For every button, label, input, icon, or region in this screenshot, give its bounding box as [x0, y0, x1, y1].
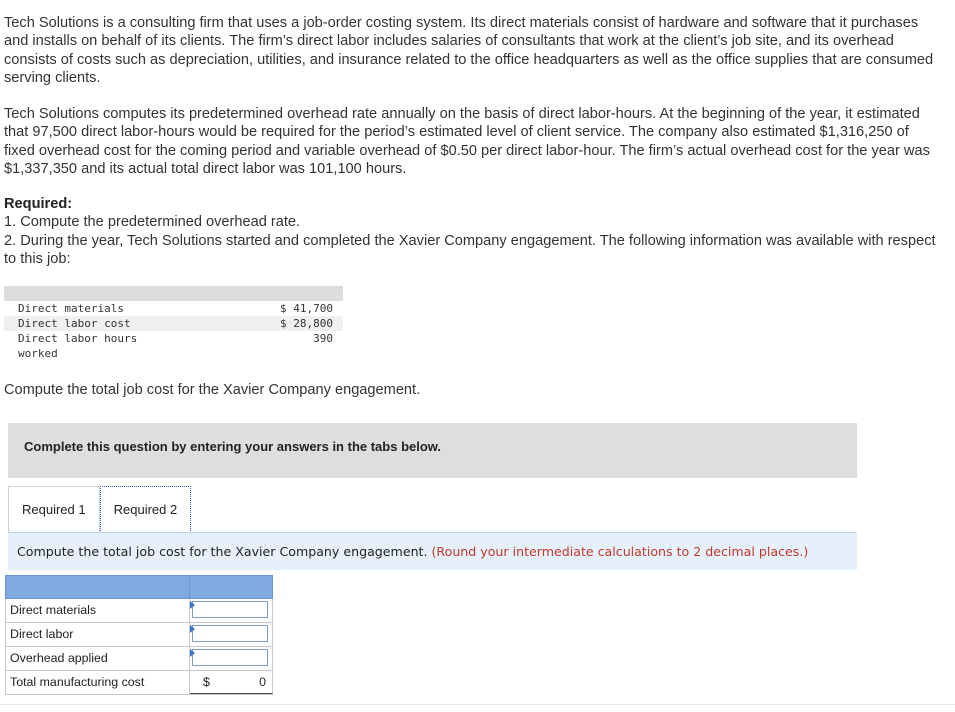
- direct-labor-input[interactable]: [192, 625, 268, 642]
- table-row-total: [5, 671, 273, 695]
- table-row: [4, 331, 343, 360]
- answer-row-label: Direct labor: [5, 623, 190, 646]
- instruction-text: Compute the total job cost for the Xavier Company engagement.: [4, 382, 421, 398]
- job-row-value: $ 28,800: [280, 317, 333, 330]
- table-row: [5, 623, 273, 647]
- answer-cell: [190, 647, 273, 670]
- prompt-bar: [8, 533, 857, 570]
- intro-paragraph-1: Tech Solutions is a consulting firm that uses a job-order costing system. Its direct materials consist of hardware and software that it purchases and installs on behalf of its clients. The firm’s direct labor includes salaries of consultants that work at the client’s job site, and its overhead consists of costs such as depreciation, utilities, and insurance related to the office headquarters as well as the office supplies that are consumed serving clients.: [4, 15, 934, 86]
- job-row-label: Direct labor cost: [18, 317, 131, 330]
- input-marker-icon: [190, 649, 195, 657]
- input-marker-icon: [190, 625, 195, 633]
- input-marker-icon: [190, 601, 195, 609]
- tab-required-1[interactable]: Required 1: [8, 486, 100, 532]
- answer-header-label-cell: [5, 575, 190, 599]
- direct-materials-input[interactable]: [192, 601, 268, 618]
- answer-cell: [190, 599, 273, 622]
- tab-required-2[interactable]: Required 2: [100, 486, 192, 533]
- total-currency: $: [203, 675, 210, 689]
- prompt-hint: (Round your intermediate calculations to 2 decimal places.): [431, 544, 809, 559]
- job-row-value: $ 41,700: [280, 302, 333, 315]
- job-table-header: [4, 286, 343, 301]
- job-row-value: 390: [313, 332, 333, 345]
- table-row: [5, 599, 273, 623]
- total-cell: [190, 671, 273, 694]
- table-row: [4, 316, 343, 331]
- required-heading: Required:: [4, 196, 73, 212]
- total-value: 0: [259, 675, 266, 689]
- required-item-2: 2. During the year, Tech Solutions started and completed the Xavier Company engagement. The following information was available with respect to this job:: [4, 232, 936, 267]
- required-item-1: 1. Compute the predetermined overhead rate.: [4, 214, 301, 231]
- answer-table-header: [5, 575, 273, 599]
- answer-table: [5, 575, 273, 695]
- complete-question-banner: [8, 423, 857, 478]
- answer-cell: [190, 623, 273, 646]
- required-section: [4, 195, 939, 268]
- answer-row-label: Overhead applied: [5, 647, 190, 670]
- table-row: [5, 647, 273, 671]
- overhead-applied-input[interactable]: [192, 649, 268, 666]
- table-row: [4, 301, 343, 316]
- job-row-label: Direct materials: [18, 302, 124, 315]
- answer-row-label: Direct materials: [5, 599, 190, 622]
- intro-paragraph-2: Tech Solutions computes its predetermined overhead rate annually on the basis of direct labor-hours. At the beginning of the year, it estimated that 97,500 direct labor-hours would be required for the period’s estimated level of client service. The company also estimated $1,316,250 of fixed overhead cost for the coming period and variable overhead of $0.50 per direct labor-hour. The firm’s actual overhead cost for the year was $1,337,350 and its actual total direct labor was 101,100 hours.: [4, 106, 930, 177]
- prompt-text: Compute the total job cost for the Xavier Company engagement.: [17, 544, 428, 559]
- total-label: Total manufacturing cost: [5, 671, 190, 694]
- complete-question-text: Complete this question by entering your answers in the tabs below.: [24, 439, 442, 454]
- job-info-table: [4, 286, 343, 360]
- job-row-label: Direct labor hours worked: [18, 332, 138, 360]
- answer-header-value-cell: [190, 575, 273, 599]
- tab-bar: [8, 486, 191, 533]
